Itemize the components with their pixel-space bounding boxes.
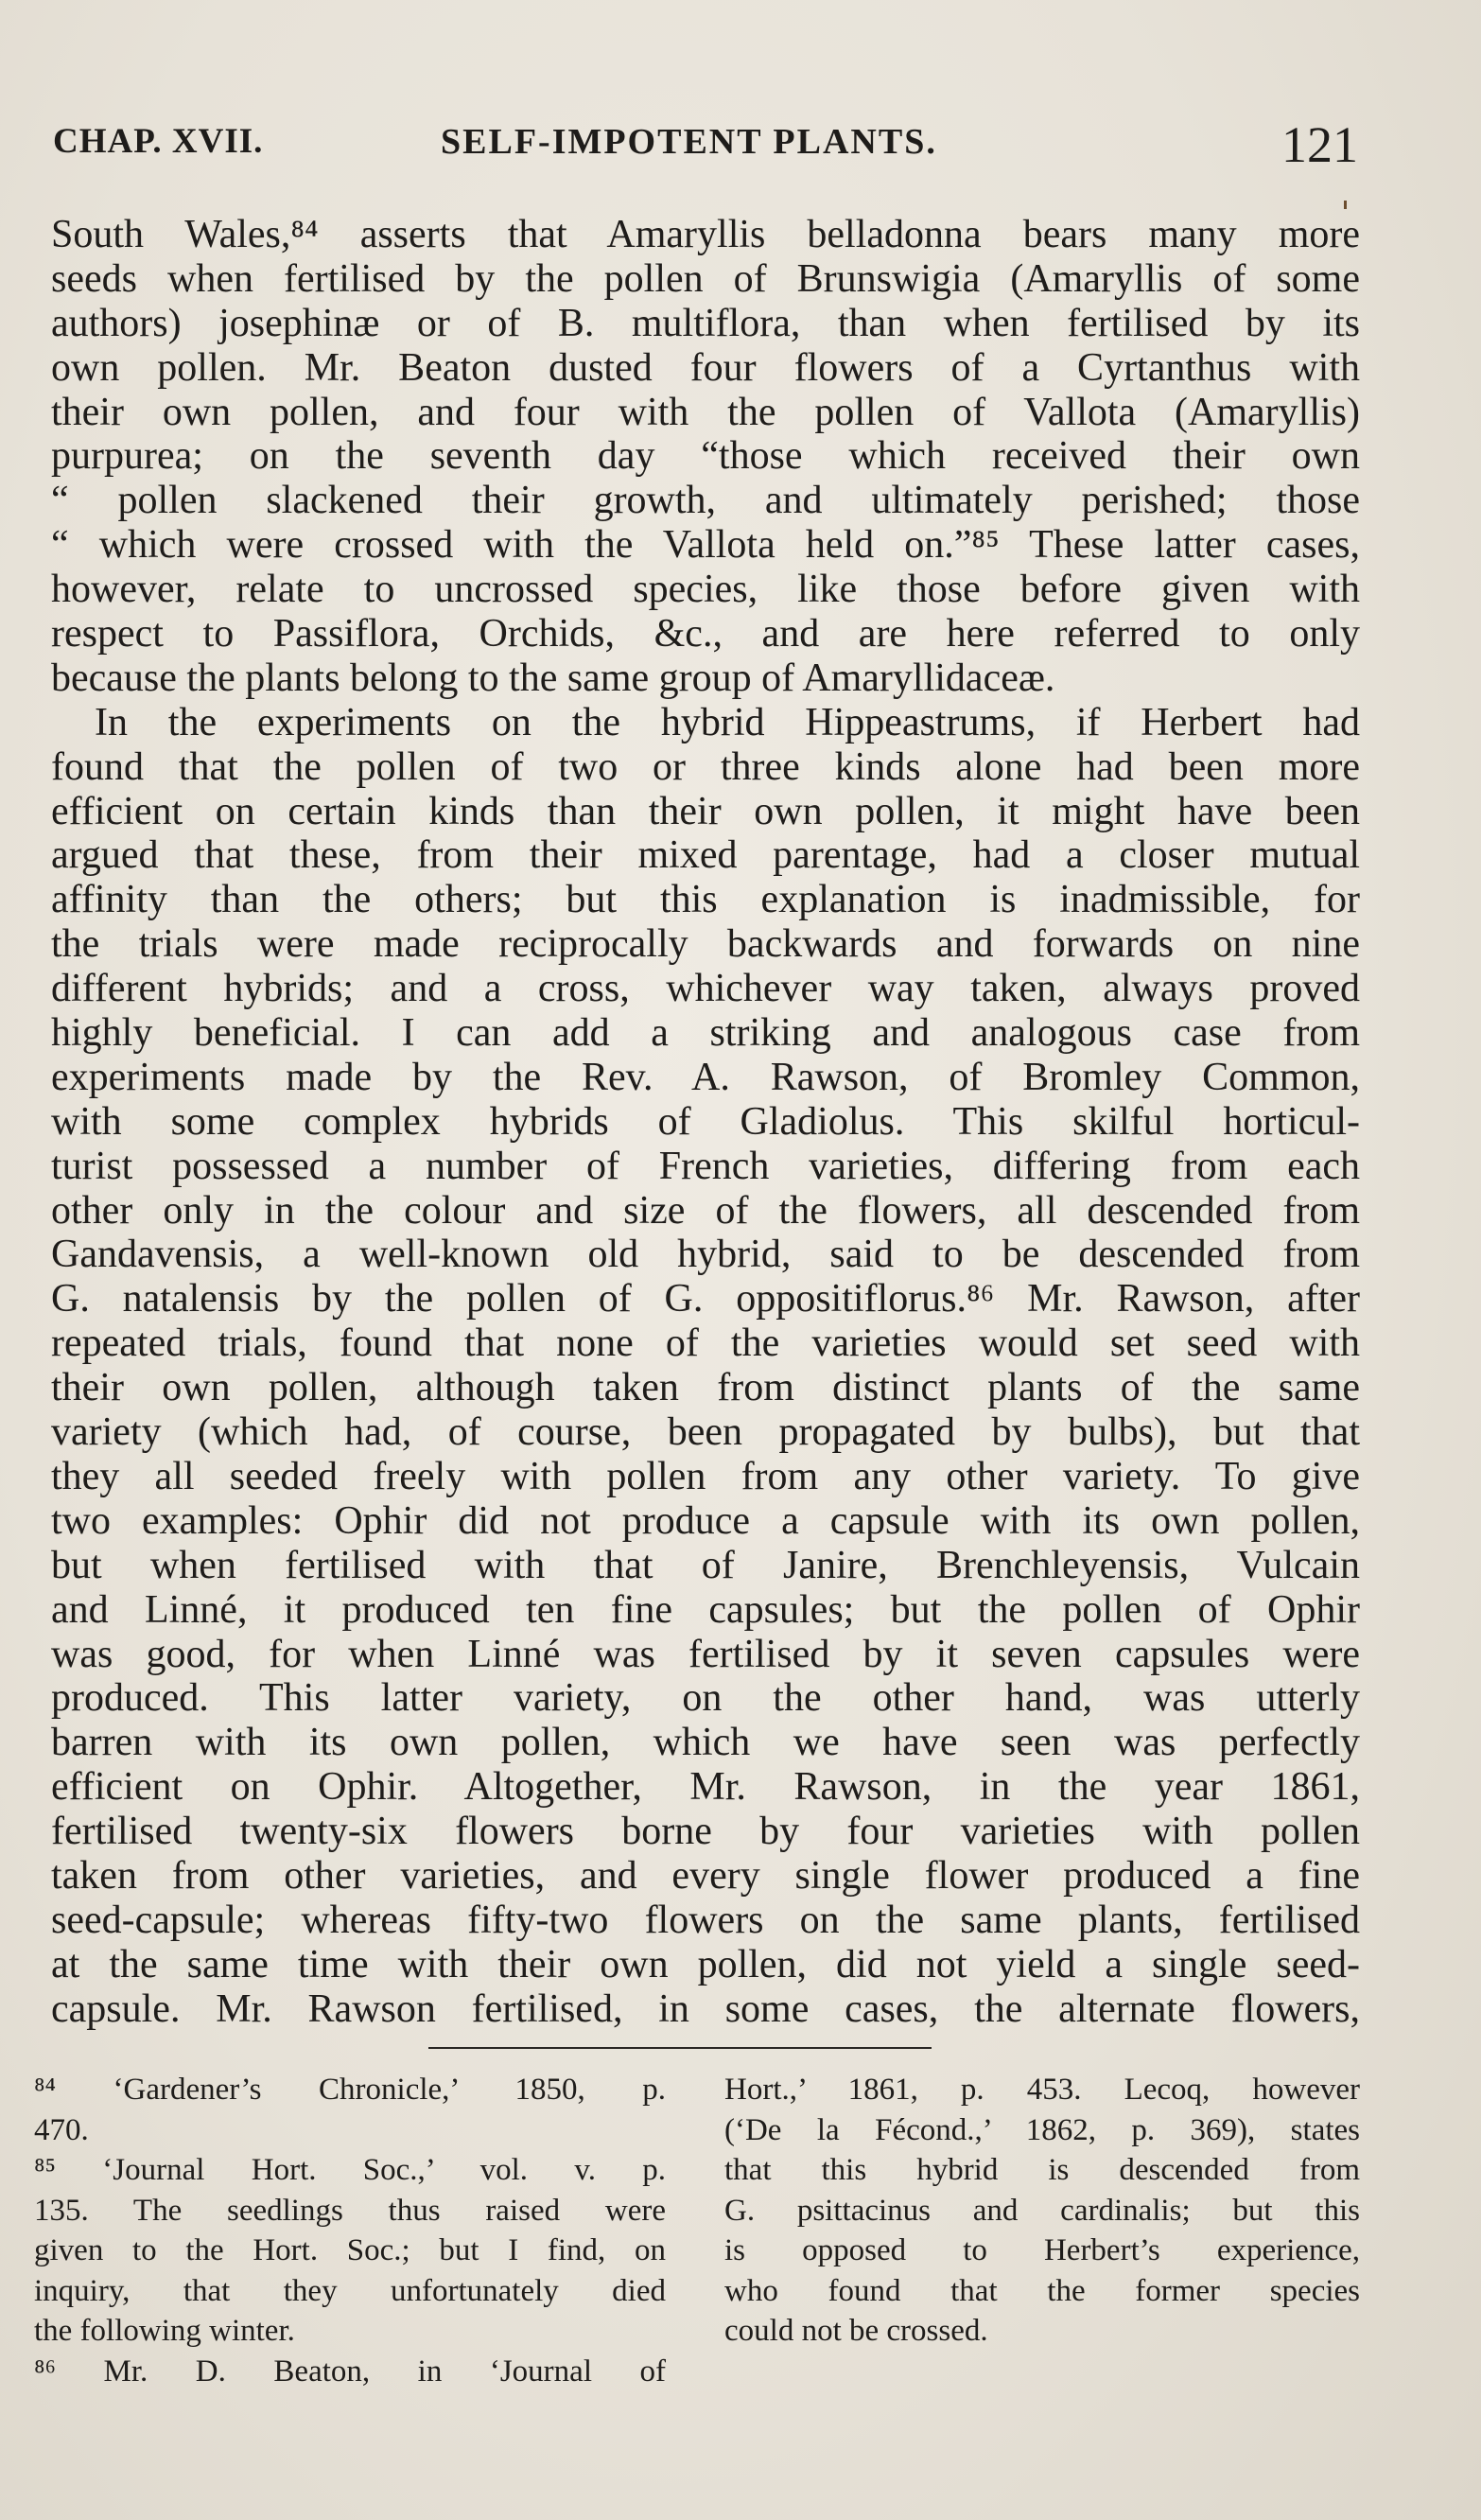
text-line: their own pollen, and four with the pollen of Vallota (Amaryllis)	[51, 390, 1360, 434]
text-line: “ pollen slackened their growth, and ultimately perished; those	[51, 479, 1360, 523]
text-line: affinity than the others; but this explanation is inadmissible, for	[51, 878, 1360, 922]
running-header	[53, 116, 1358, 182]
running-title: SELF-IMPOTENT PLANTS.	[441, 122, 937, 162]
footnote-line: 135. The seedlings thus raised were	[34, 2193, 666, 2228]
page-number: 121	[1281, 116, 1358, 173]
text-line: at the same time with their own pollen, did not yield a single seed-	[51, 1942, 1360, 1986]
text-line: and Linné, it produced ten fine capsules; but the pollen of Ophir	[51, 1587, 1360, 1632]
text-line: because the plants belong to the same group of Amaryllidaceæ.	[51, 656, 1055, 700]
text-line: argued that these, from their mixed parentage, had a closer mutual	[51, 833, 1360, 878]
text-line: they all seeded freely with pollen from any other variety. To give	[51, 1454, 1360, 1498]
text-line: highly beneficial. I can add a striking and analogous case from	[51, 1011, 1360, 1056]
text-line: own pollen. Mr. Beaton dusted four flowers of a Cyrtanthus with	[51, 345, 1360, 390]
text-line: other only in the colour and size of the flowers, all descended from	[51, 1188, 1360, 1233]
text-line: variety (which had, of course, been propagated by bulbs), but that	[51, 1410, 1360, 1455]
text-line: efficient on Ophir. Altogether, Mr. Rawson, in the year 1861,	[51, 1765, 1360, 1810]
footnote-line: ⁸⁴ ‘Gardener’s Chronicle,’ 1850, p.	[34, 2073, 666, 2107]
text-line: capsule. Mr. Rawson fertilised, in some cases, the alternate flowers,	[51, 1986, 1360, 2031]
text-line: authors) josephinæ or of B. multiflora, than when fertilised by its	[51, 301, 1360, 345]
body-text	[51, 213, 1360, 2032]
text-line: their own pollen, although taken from distinct plants of the same	[51, 1366, 1360, 1410]
text-line: “ which were crossed with the Vallota held on.”⁸⁵ These latter cases,	[51, 523, 1360, 568]
footnote-line: is opposed to Herbert’s experience,	[724, 2233, 1360, 2267]
text-line: found that the pollen of two or three kinds alone had been more	[51, 744, 1360, 789]
footnote-line: 470.	[34, 2112, 89, 2147]
text-line: In the experiments on the hybrid Hippeastrums, if Herbert had	[95, 700, 1360, 744]
text-line: with some complex hybrids of Gladiolus. This skilful horticul-	[51, 1099, 1360, 1144]
text-line: South Wales,⁸⁴ asserts that Amaryllis belladonna bears many more	[51, 213, 1360, 256]
footnote-line: the following winter.	[34, 2314, 295, 2348]
text-line: G. natalensis by the pollen of G. oppositiflorus.⁸⁶ Mr. Rawson, after	[51, 1277, 1360, 1321]
footnote-line: ⁸⁵ ‘Journal Hort. Soc.,’ vol. v. p.	[34, 2153, 666, 2187]
chapter-label: CHAP. XVII.	[53, 122, 264, 161]
footnote-line: ⁸⁶ Mr. D. Beaton, in ‘Journal of	[34, 2354, 666, 2389]
text-line: produced. This latter variety, on the other hand, was utterly	[51, 1676, 1360, 1721]
text-line: purpurea; on the seventh day “those which received their own	[51, 434, 1360, 479]
text-line: Gandavensis, a well-known old hybrid, said to be descended from	[51, 1233, 1360, 1277]
footnotes-left-column	[34, 2070, 666, 2391]
text-line: different hybrids; and a cross, whichever way taken, always proved	[51, 967, 1360, 1011]
text-line: fertilised twenty-six flowers borne by four varieties with pollen	[51, 1810, 1360, 1854]
text-line: efficient on certain kinds than their own pollen, it might have been	[51, 789, 1360, 833]
footnote-line: that this hybrid is descended from	[724, 2153, 1360, 2187]
text-line: seeds when fertilised by the pollen of Brunswigia (Amaryllis of some	[51, 256, 1360, 301]
footnote-line: could not be crossed.	[724, 2314, 988, 2348]
text-line: experiments made by the Rev. A. Rawson, of Bromley Common,	[51, 1055, 1360, 1099]
text-line: respect to Passiflora, Orchids, &c., and are here referred to only	[51, 612, 1360, 656]
footnote-line: who found that the former species	[724, 2273, 1360, 2308]
text-line: was good, for when Linné was fertilised by it seven capsules were	[51, 1632, 1360, 1676]
text-line: two examples: Ophir did not produce a capsule with its own pollen,	[51, 1498, 1360, 1543]
text-line: taken from other varieties, and every single flower produced a fine	[51, 1853, 1360, 1898]
text-line: but when fertilised with that of Janire, Brenchleyensis, Vulcain	[51, 1543, 1360, 1587]
margin-mark	[1344, 201, 1347, 209]
text-line: seed-capsule; whereas fifty-two flowers on the same plants, fertilised	[51, 1898, 1360, 1942]
footnote-line: inquiry, that they unfortunately died	[34, 2273, 666, 2308]
text-line: barren with its own pollen, which we have seen was perfectly	[51, 1721, 1360, 1765]
text-line: however, relate to uncrossed species, like those before given with	[51, 568, 1360, 612]
footnote-line: G. psittacinus and cardinalis; but this	[724, 2193, 1360, 2228]
text-line: the trials were made reciprocally backwards and forwards on nine	[51, 922, 1360, 967]
text-line: repeated trials, found that none of the varieties would set seed with	[51, 1321, 1360, 1366]
footnotes-right-column	[724, 2070, 1360, 2352]
footnote-rule	[428, 2047, 932, 2049]
footnote-line: given to the Hort. Soc.; but I find, on	[34, 2233, 666, 2267]
footnote-line: Hort.,’ 1861, p. 453. Lecoq, however	[724, 2073, 1360, 2107]
text-line: turist possessed a number of French varieties, differing from each	[51, 1144, 1360, 1188]
footnote-line: (‘De la Fécond.,’ 1862, p. 369), states	[724, 2112, 1360, 2147]
